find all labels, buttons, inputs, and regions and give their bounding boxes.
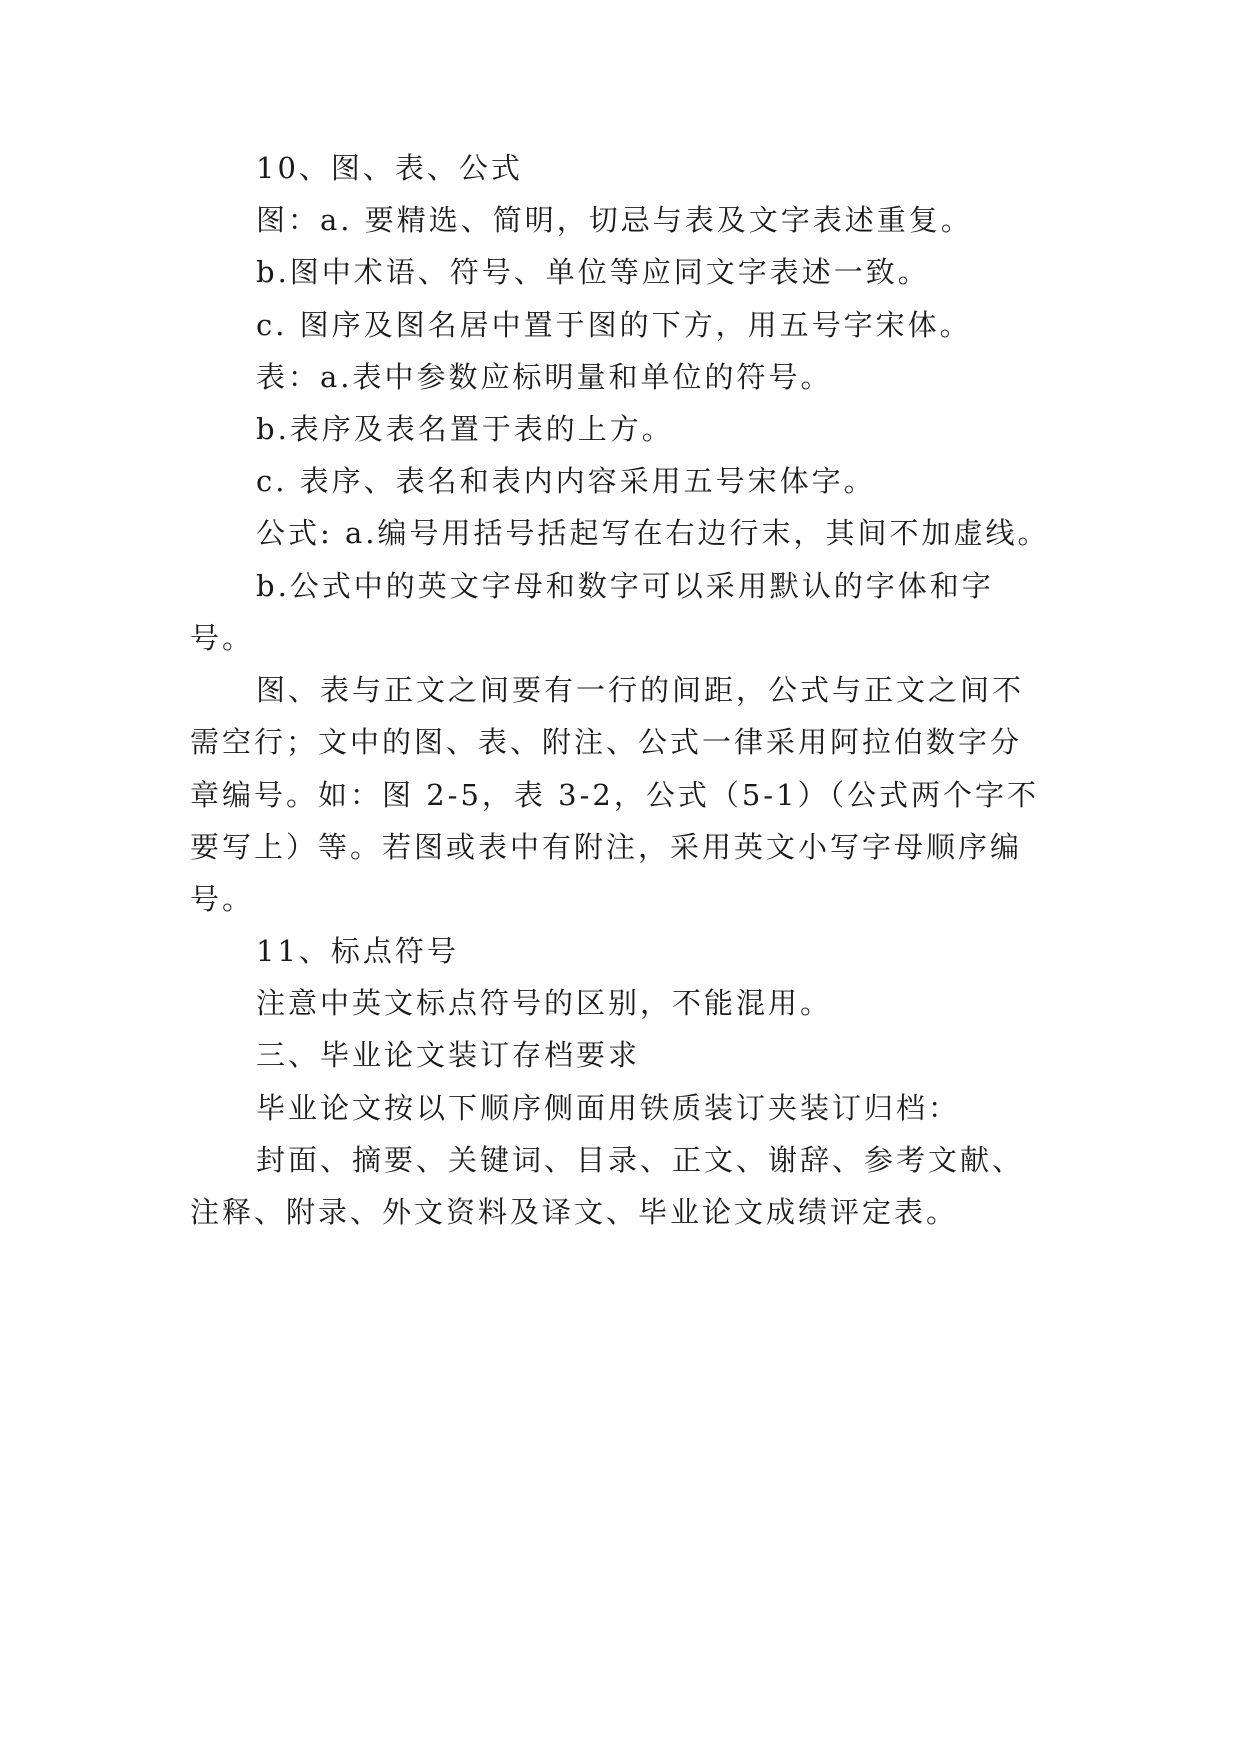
spacing-paragraph-line-4: 要写上）等。若图或表中有附注，采用英文小写字母顺序编 — [190, 830, 1023, 864]
table-rule-b: b.表序及表名置于表的上方。 — [256, 412, 674, 446]
formula-rule-b: b.公式中的英文字母和数字可以采用默认的字体和字 — [256, 569, 994, 603]
section-heading-punctuation: 11、标点符号 — [256, 934, 459, 968]
binding-order-list-line-1: 封面、摘要、关键词、目录、正文、谢辞、参考文献、 — [256, 1143, 1025, 1177]
binding-order-intro: 毕业论文按以下顺序侧面用铁质装订夹装订归档： — [256, 1091, 961, 1125]
figure-rule-c: c. 图序及图名居中置于图的下方，用五号字宋体。 — [256, 308, 972, 342]
table-rule-a: 表：a.表中参数应标明量和单位的符号。 — [256, 360, 833, 394]
table-rule-c: c. 表序、表名和表内内容采用五号宋体字。 — [256, 464, 876, 498]
binding-order-list-line-2: 注释、附录、外文资料及译文、毕业论文成绩评定表。 — [190, 1195, 959, 1229]
spacing-paragraph-line-3: 章编号。如：图 2-5，表 3-2，公式（5-1）（公式两个字不 — [190, 778, 1040, 812]
punctuation-note: 注意中英文标点符号的区别，不能混用。 — [256, 986, 833, 1020]
figure-rule-b: b.图中术语、符号、单位等应同文字表述一致。 — [256, 255, 930, 289]
spacing-paragraph-line-2: 需空行；文中的图、表、附注、公式一律采用阿拉伯数字分 — [190, 725, 1023, 759]
figure-rule-a: 图：a. 要精选、简明，切忌与表及文字表述重复。 — [256, 203, 973, 237]
formula-rule-a: 公式: a.编号用括号括起写在右边行末，其间不加虚线。 — [256, 516, 1050, 550]
formula-rule-b-continued: 号。 — [190, 621, 255, 655]
spacing-paragraph-line-1: 图、表与正文之间要有一行的间距，公式与正文之间不 — [256, 673, 1025, 707]
section-heading-binding-archiving: 三、毕业论文装订存档要求 — [256, 1038, 641, 1072]
section-heading-figures-tables-formulas: 10、图、表、公式 — [256, 151, 523, 185]
spacing-paragraph-line-5: 号。 — [190, 882, 255, 916]
